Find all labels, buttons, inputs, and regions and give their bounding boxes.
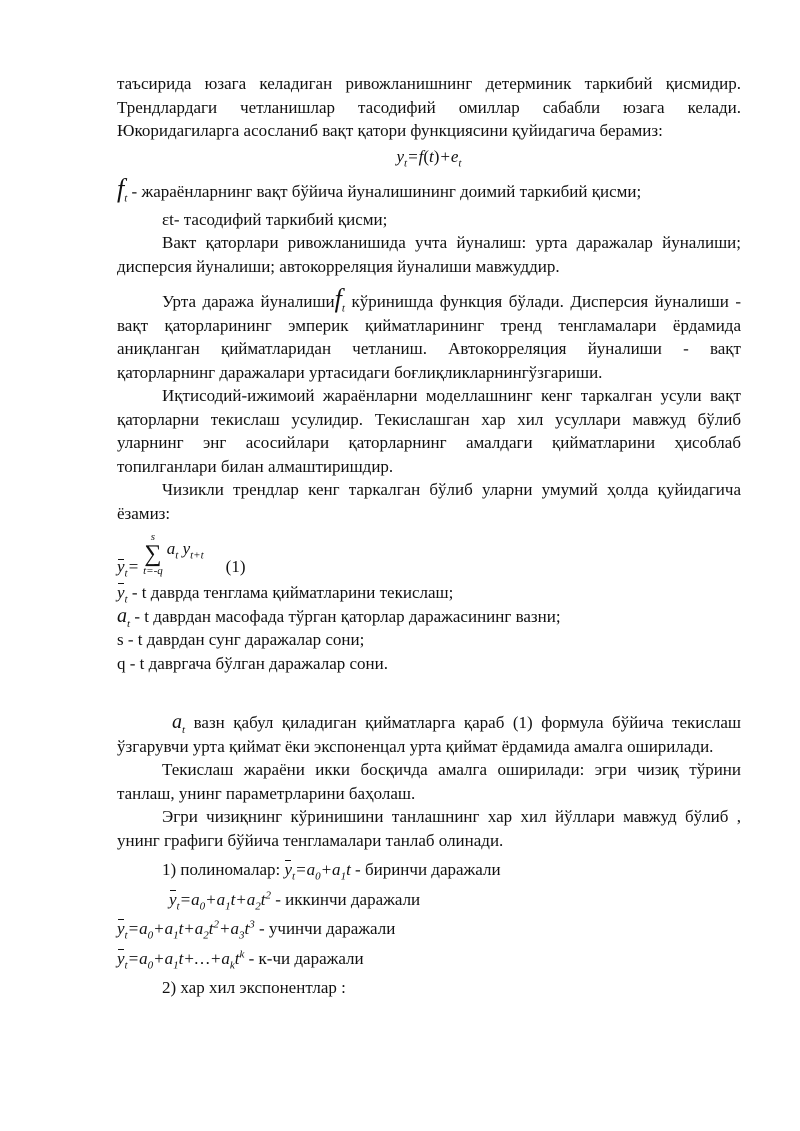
- document-page: [117, 72, 741, 1000]
- paragraph-curve-selection: Эгри чизиқнинг кўринишини танлашнинг хар хил йўллари мавжуд бўлиб , унинг графиги бўйича тенгламалари танлаб олинади.: [117, 807, 741, 850]
- polynomial-kth: $y_t=a_0+a_1t+\dots+a_kt^k - к-чи$ даражали: [117, 947, 364, 971]
- sum-symbol: s ∑ t=-q: [143, 531, 163, 577]
- definition-at: $a_t$ - t даврдан масофада тўрган қаторлар даражасининг вазни;: [117, 604, 561, 630]
- paragraph-directions: Вакт қаторлари ривожланишида учта йуналиш: урта даражалар йуналиши; дисперсия йуналиши; автокорреляция йуналиши мавжуддир.: [117, 233, 741, 276]
- ft-definition: $f_t$ - жараёнларнинг вақт бўйича йуналишининг доимий таркибий қисми;: [117, 174, 642, 205]
- polynomial-second: $y_t=a_0+a_1t+a_2t^2$ - иккинчи даражали: [169, 888, 421, 912]
- paragraph-smoothing: Иқтисодий-ижимоий жараёнларни моделлашнинг кенг таркалган усули вақт қаторларни текислаш усулидир. Текислашган хар хил усуллари мавжуд бўлиб уларнинг энг асосийлари қаторларнинг амалдаги қийматларини ҳисоблаб топилганлари билан алмаштиришдир.: [117, 386, 741, 476]
- definition-q: q - t давргача бўлган даражалар сони.: [117, 653, 388, 673]
- equation-time-series: $y_t=f(t)+e_t$: [396, 146, 462, 169]
- ft-symbol-inline: f: [334, 284, 342, 313]
- paragraph-linear-trends: Чизикли трендлар кенг таркалган бўлиб уларни умумий ҳолда қуйидагича ёзамиз:: [117, 480, 741, 523]
- ft-symbol: f: [117, 174, 125, 203]
- exponentials-intro: 2) хар хил экспонентлар :: [162, 978, 346, 997]
- paragraph-stages: Текислаш жараёни икки босқичда амалга оширилади: эгри чизиқ тўрини танлаш, унинг параметрларини баҳолаш.: [117, 760, 741, 803]
- polynomial-third: $y_t=a_0+a_1t+a_2t^2+a_3t^3$ - учинчи даражали: [117, 918, 396, 942]
- paragraph-weights: $a_t$ вазн қабул қиладиган қийматларга қараб (1) формула бўйича текислаш ўзгарувчи урта қиймат ёки экспоненцал урта қиймат ёрдамида амалга оширилади.: [117, 711, 742, 756]
- epsilon-definition: εt- тасодифий таркибий қисми;: [162, 209, 388, 229]
- formula-number: (1): [225, 557, 246, 576]
- definition-ybar: $y_t$ - t даврда тенглама қийматларини текислаш;: [117, 583, 454, 606]
- polynomial-first: 1) полиномалар: $y_t=a_0+a_1t$ - биринчи даражали: [162, 860, 501, 883]
- definition-s: s - t даврдан сунг даражалар сони;: [117, 630, 365, 649]
- paragraph-intro: таъсирида юзага келадиган ривожланишнинг детерминик таркибий қисмидир. Трендлардаги четланишлар тасодифий омиллар сабабли юзага келади. Юкоридагиларга асосланиб вақт қатори функциясини қуйидагича берамиз:: [117, 74, 741, 140]
- paragraph-mean-direction: Урта даража йуналишиf$_t$ кўринишда функция бўлади. Дисперсия йуналиши - вақт қаторларининг эмперик қийматларининг тренд тенгламалари ёрдамида аниқланган қийматларидан четланиш. Автокорреляция йуналиши - вақт қаторларнинг даражалари уртасидаги боғлиқликларнингўзгариши.: [117, 284, 741, 382]
- formula-1: $y_t=$ s ∑ t=-q $a_t$ $y_{t+t}$ (1): [117, 531, 246, 580]
